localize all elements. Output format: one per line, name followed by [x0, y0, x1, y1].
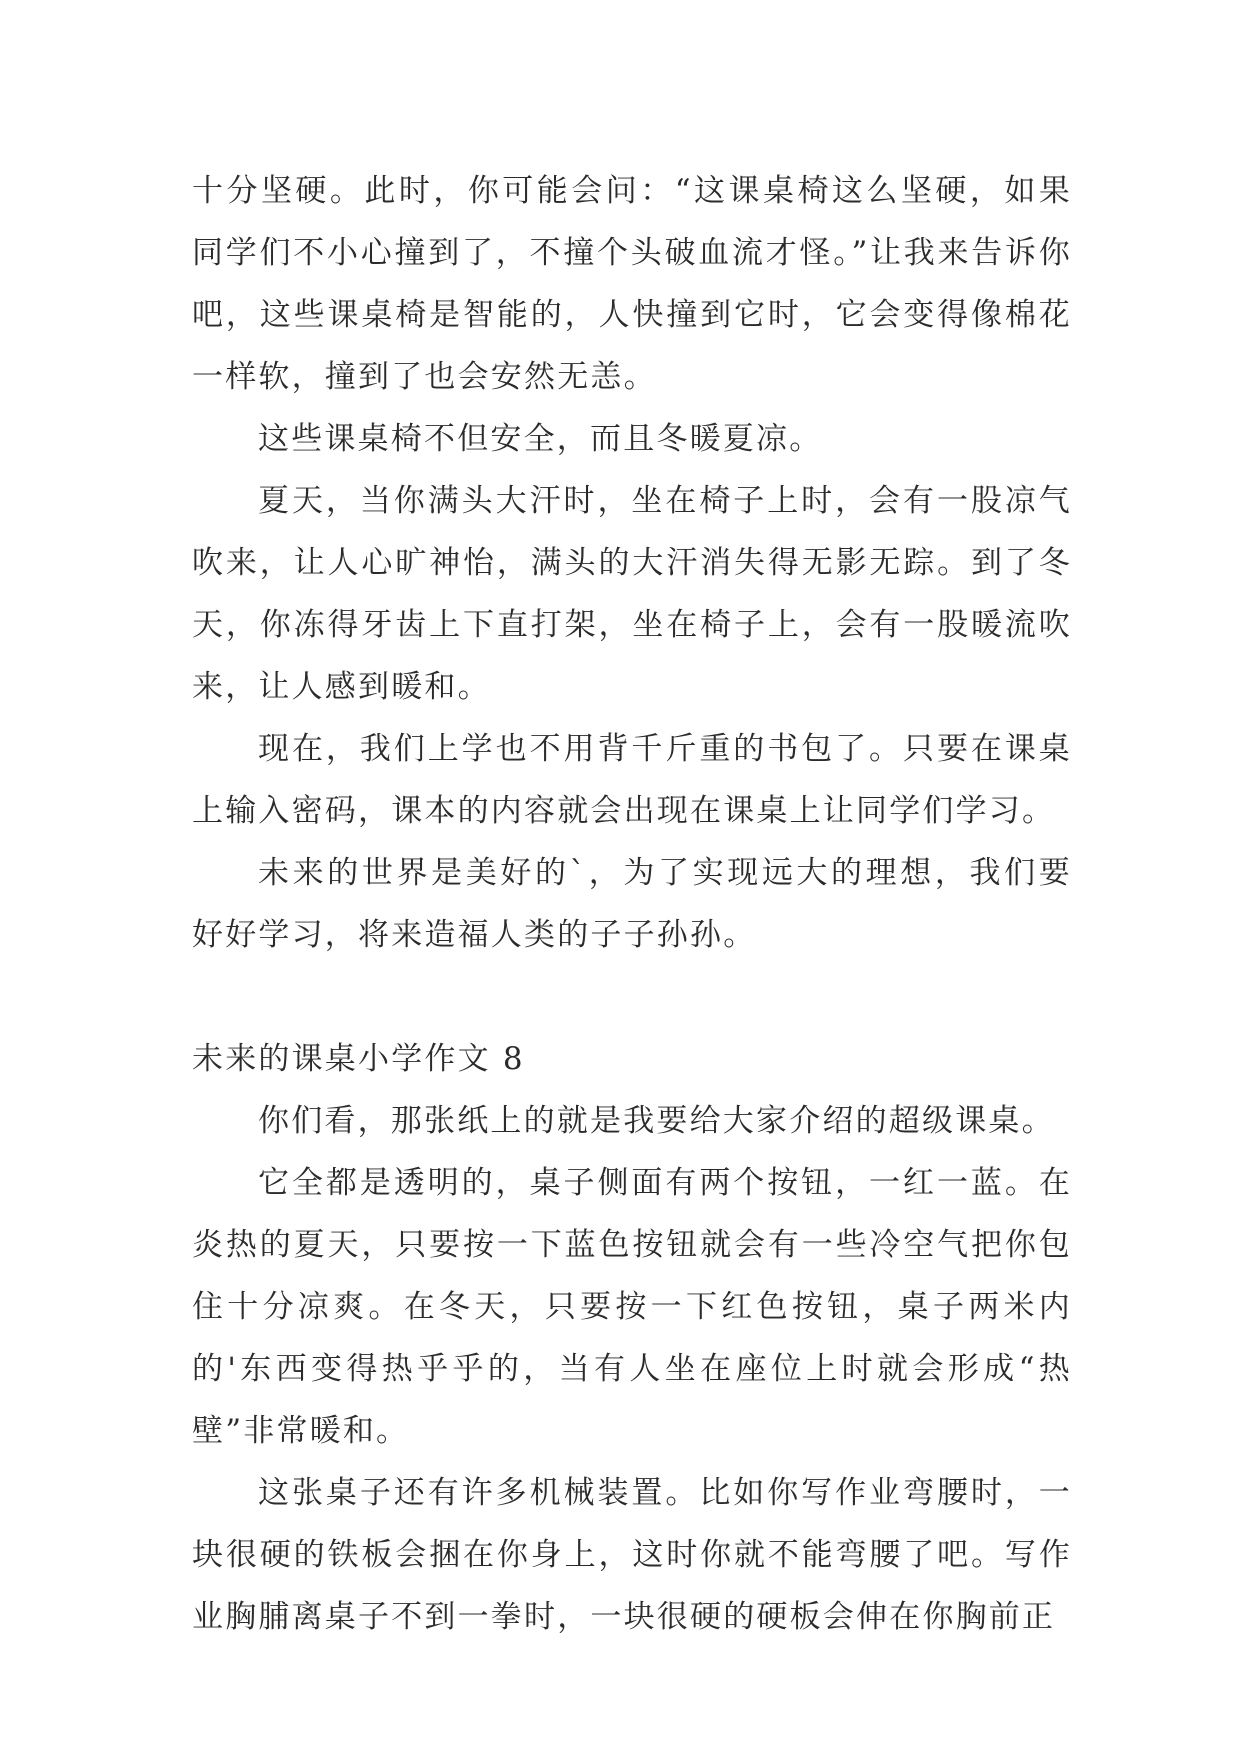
paragraph-mechanical: 这张桌子还有许多机械装置。比如你写作业弯腰时，一块很硬的铁板会捆在你身上，这时你就不能弯腰了吧。写作业胸脯离桌子不到一拳时，一块很硬的硬板会伸在你胸前正: [192, 1475, 1072, 1635]
paragraph-summer-winter: 夏天，当你满头大汗时，坐在椅子上时，会有一股凉气吹来，让人心旷神怡，满头的大汗消失得无影无踪。到了冬天，你冻得牙齿上下直打架，坐在椅子上，会有一股暖流吹来，让人感到暖和。: [192, 483, 1072, 705]
paragraph-buttons: 它全都是透明的，桌子侧面有两个按钮，一红一蓝。在炎热的夏天，只要按一下蓝色按钮就会有一些冷空气把你包住十分凉爽。在冬天，只要按一下红色按钮，桌子两米内的'东西变得热乎乎的，当有人坐在座位上时就会形成“热壁”非常暖和。: [192, 1165, 1072, 1449]
paragraph-continued: 十分坚硬。此时，你可能会问：“这课桌椅这么坚硬，如果同学们不小心撞到了，不撞个头破血流才怪。”让我来告诉你吧，这些课桌椅是智能的，人快撞到它时，它会变得像棉花一样软，撞到了也会安然无恙。: [192, 173, 1072, 395]
essay-title: 未来的课桌小学作文 8: [192, 1041, 525, 1077]
paragraph-safety: 这些课桌椅不但安全，而且冬暖夏凉。: [258, 421, 823, 457]
section-gap: [192, 966, 1072, 1028]
paragraph-intro: 你们看，那张纸上的就是我要给大家介绍的超级课桌。: [258, 1103, 1055, 1139]
paragraph-no-schoolbag: 现在，我们上学也不用背千斤重的书包了。只要在课桌上输入密码，课本的内容就会出现在课桌上让同学们学习。: [192, 731, 1072, 829]
document-body: [192, 160, 1072, 1648]
paragraph-conclusion: 未来的世界是美好的`，为了实现远大的理想，我们要好好学习，将来造福人类的子子孙孙。: [192, 855, 1072, 953]
